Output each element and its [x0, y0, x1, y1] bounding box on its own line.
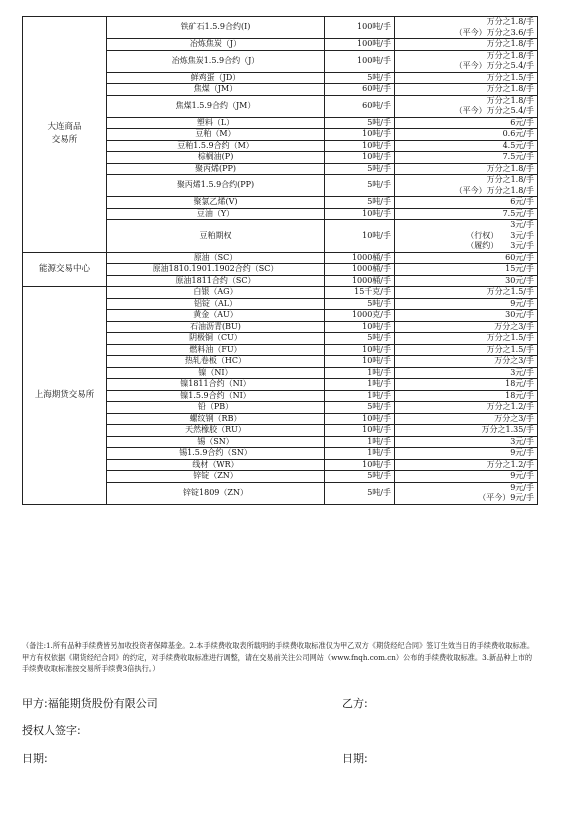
- fee-line: 万分之3/手: [494, 356, 534, 365]
- product-cell: 黄金（AU）: [107, 310, 325, 322]
- fee-line: 0.6元/手: [502, 129, 534, 138]
- fee-cell: [395, 390, 538, 402]
- trading-unit-cell: 100吨/手: [325, 39, 395, 51]
- fee-cell: [395, 482, 538, 504]
- product-cell: 螺纹钢（RB）: [107, 413, 325, 425]
- fee-cell: [395, 402, 538, 414]
- trading-unit-cell: 5吨/手: [325, 175, 395, 197]
- fee-cell: [395, 459, 538, 471]
- fee-cell: [395, 298, 538, 310]
- fee-cell: [395, 39, 538, 51]
- product-cell: 原油（SC）: [107, 252, 325, 264]
- fee-line: 万分之1.5/手: [486, 287, 534, 296]
- fee-line: 万分之3/手: [494, 413, 534, 423]
- product-cell: 鲜鸡蛋（JD）: [107, 72, 325, 84]
- fee-cell: [395, 436, 538, 448]
- exchange-name-cell: 上海期货交易所: [23, 287, 107, 505]
- trading-unit-cell: 10吨/手: [325, 129, 395, 141]
- product-cell: 塑料（L）: [107, 117, 325, 129]
- product-cell: 豆粕（M）: [107, 129, 325, 141]
- fee-line: （平今）万分之5.4/手: [454, 61, 534, 70]
- trading-unit-cell: 1000桶/手: [325, 252, 395, 264]
- fee-line: 4.5元/手: [502, 140, 534, 150]
- product-cell: 镍1811合约（NI）: [107, 379, 325, 391]
- trading-unit-cell: 10吨/手: [325, 140, 395, 152]
- fee-cell: [395, 84, 538, 96]
- fee-cell: [395, 264, 538, 276]
- trading-unit-cell: 10吨/手: [325, 344, 395, 356]
- product-cell: 冶炼焦炭1.5.9合约（J）: [107, 50, 325, 72]
- product-cell: 豆油（Y）: [107, 208, 325, 220]
- fee-line: 万分之1.8/手: [486, 95, 534, 105]
- fee-line: 万分之1.5/手: [486, 333, 534, 342]
- fee-line: 万分之1.2/手: [486, 402, 534, 411]
- trading-unit-cell: 1吨/手: [325, 390, 395, 402]
- trading-unit-cell: 5吨/手: [325, 163, 395, 175]
- fee-line: 3元/手: [510, 436, 534, 446]
- table-row: [23, 287, 538, 299]
- fee-table-body: [23, 17, 538, 505]
- fee-cell: [395, 163, 538, 175]
- fee-line: 万分之1.8/手: [486, 39, 534, 48]
- fee-line: 6元/手: [510, 117, 534, 127]
- product-cell: 锌锭1809（ZN）: [107, 482, 325, 504]
- trading-unit-cell: 1吨/手: [325, 436, 395, 448]
- product-cell: 焦煤1.5.9合约（JM）: [107, 95, 325, 117]
- party-a-label: 甲方:福能期货股份有限公司: [22, 697, 158, 710]
- fee-cell: [395, 471, 538, 483]
- trading-unit-cell: 10吨/手: [325, 208, 395, 220]
- trading-unit-cell: 5吨/手: [325, 197, 395, 209]
- fee-cell: [395, 413, 538, 425]
- date-a-label: 日期:: [22, 752, 48, 765]
- fee-line: 30元/手: [505, 275, 534, 285]
- fee-line: （履约） 3元/手: [466, 241, 534, 250]
- trading-unit-cell: 10吨/手: [325, 321, 395, 333]
- fee-line: 6元/手: [510, 197, 534, 206]
- trading-unit-cell: 5吨/手: [325, 482, 395, 504]
- trading-unit-cell: 5吨/手: [325, 298, 395, 310]
- product-cell: 聚丙烯(PP): [107, 163, 325, 175]
- fee-line: 9元/手: [510, 482, 534, 492]
- product-cell: 白银（AG）: [107, 287, 325, 299]
- fee-cell: [395, 17, 538, 39]
- trading-unit-cell: 100吨/手: [325, 17, 395, 39]
- product-cell: 聚丙烯1.5.9合约(PP): [107, 175, 325, 197]
- fee-line: 30元/手: [505, 310, 534, 319]
- fee-line: 万分之1.8/手: [486, 163, 534, 173]
- trading-unit-cell: 5吨/手: [325, 72, 395, 84]
- trading-unit-cell: 1000桶/手: [325, 275, 395, 287]
- trading-unit-cell: 60吨/手: [325, 95, 395, 117]
- fee-line: （行权） 3元/手: [466, 230, 534, 240]
- trading-unit-cell: 1吨/手: [325, 379, 395, 391]
- fee-cell: [395, 367, 538, 379]
- fee-cell: [395, 275, 538, 287]
- trading-unit-cell: 10吨/手: [325, 152, 395, 164]
- product-cell: 焦煤（JM）: [107, 84, 325, 96]
- fee-line: 15元/手: [505, 264, 534, 273]
- fee-cell: [395, 379, 538, 391]
- fee-cell: [395, 129, 538, 141]
- exchange-name-cell: 大连商品 交易所: [23, 17, 107, 253]
- fee-cell: [395, 208, 538, 220]
- product-cell: 棕榈油(P): [107, 152, 325, 164]
- fee-cell: [395, 448, 538, 460]
- product-cell: 铝锭（AL）: [107, 298, 325, 310]
- product-cell: 天然橡胶（RU）: [107, 425, 325, 437]
- fee-line: 9元/手: [510, 298, 534, 308]
- product-cell: 聚氯乙烯(V): [107, 197, 325, 209]
- fee-line: 7.5元/手: [502, 152, 534, 161]
- fee-table: [22, 16, 538, 505]
- fee-line: 万分之1.5/手: [486, 344, 534, 354]
- fee-line: 万分之1.5/手: [486, 72, 534, 82]
- product-cell: 镍1.5.9合约（NI）: [107, 390, 325, 402]
- fee-line: 9元/手: [510, 448, 534, 457]
- fee-line: 万分之3/手: [494, 321, 534, 331]
- trading-unit-cell: 100吨/手: [325, 50, 395, 72]
- fee-line: 万分之1.8/手: [486, 84, 534, 93]
- product-cell: 阴极铜（CU）: [107, 333, 325, 345]
- fee-cell: [395, 333, 538, 345]
- product-cell: 燃料油（FU）: [107, 344, 325, 356]
- trading-unit-cell: 5吨/手: [325, 117, 395, 129]
- trading-unit-cell: 5吨/手: [325, 333, 395, 345]
- trading-unit-cell: 5吨/手: [325, 471, 395, 483]
- fee-line: 3元/手: [510, 220, 534, 229]
- fee-line: 18元/手: [505, 390, 534, 400]
- product-cell: 铁矿石1.5.9合约(I): [107, 17, 325, 39]
- fee-cell: [395, 321, 538, 333]
- fee-cell: [395, 344, 538, 356]
- product-cell: 锡1.5.9合约（SN）: [107, 448, 325, 460]
- product-cell: 冶炼焦炭（J）: [107, 39, 325, 51]
- fee-cell: [395, 310, 538, 322]
- fee-line: 万分之1.35/手: [481, 425, 534, 434]
- product-cell: 锡（SN）: [107, 436, 325, 448]
- fee-line: 7.5元/手: [502, 208, 534, 218]
- fee-line: 18元/手: [505, 379, 534, 388]
- product-cell: 铅（PB）: [107, 402, 325, 414]
- product-cell: 豆粕1.5.9合约（M）: [107, 140, 325, 152]
- exchange-name-cell: 能源交易中心: [23, 252, 107, 287]
- fee-cell: [395, 50, 538, 72]
- fee-cell: [395, 425, 538, 437]
- trading-unit-cell: 60吨/手: [325, 84, 395, 96]
- fee-line: 60元/手: [505, 252, 534, 262]
- fee-line: （平今）万分之1.8/手: [454, 185, 534, 195]
- fee-cell: [395, 72, 538, 84]
- trading-unit-cell: 1000克/手: [325, 310, 395, 322]
- table-row: [23, 252, 538, 264]
- fee-cell: [395, 152, 538, 164]
- trading-unit-cell: 10吨/手: [325, 425, 395, 437]
- fee-cell: [395, 95, 538, 117]
- trading-unit-cell: 10吨/手: [325, 413, 395, 425]
- trading-unit-cell: 10吨/手: [325, 220, 395, 253]
- table-row: [23, 17, 538, 39]
- fee-cell: [395, 252, 538, 264]
- fee-cell: [395, 117, 538, 129]
- product-cell: 线材（WR）: [107, 459, 325, 471]
- fee-line: 3元/手: [510, 367, 534, 377]
- trading-unit-cell: 5吨/手: [325, 402, 395, 414]
- product-cell: 石油沥青(BU): [107, 321, 325, 333]
- fee-line: （平今）9元/手: [478, 493, 534, 502]
- date-b-label: 日期:: [342, 752, 368, 765]
- product-cell: 原油1811合约（SC）: [107, 275, 325, 287]
- product-cell: 原油1810.1901.1902合约（SC）: [107, 264, 325, 276]
- product-cell: 镍（NI）: [107, 367, 325, 379]
- remarks-note: （备注:1.所有品种手续费皆另加收投资者保障基金。2.本手续费收取表所载明的手续费收取标准仅为甲乙双方《期货经纪合同》签订生效当日的手续费收取标准。甲方有权依据《期货经纪合同》的约定，对手续费收取标准进行调整，请在交易前关注公司网站（www.fnqh.com.cn）公布的手续费收取标准。3.新品种上市的手续费收取标准按交易所手续费3倍执行。）: [22, 641, 535, 673]
- fee-line: 万分之1.2/手: [486, 459, 534, 469]
- fee-line: （平今）万分之3.6/手: [454, 27, 534, 37]
- product-cell: 豆粕期权: [107, 220, 325, 253]
- party-b-label: 乙方:: [342, 697, 368, 710]
- trading-unit-cell: 10吨/手: [325, 459, 395, 471]
- trading-unit-cell: 10吨/手: [325, 356, 395, 368]
- authorized-signature-label: 授权人签字:: [22, 724, 81, 737]
- fee-line: 万分之1.8/手: [486, 175, 534, 184]
- fee-cell: [395, 175, 538, 197]
- fee-cell: [395, 140, 538, 152]
- product-cell: 锌锭（ZN）: [107, 471, 325, 483]
- fee-line: （平今）万分之5.4/手: [454, 106, 534, 115]
- fee-cell: [395, 287, 538, 299]
- fee-line: 9元/手: [510, 471, 534, 480]
- fee-cell: [395, 197, 538, 209]
- fee-cell: [395, 220, 538, 253]
- fee-line: 万分之1.8/手: [486, 17, 534, 26]
- trading-unit-cell: 1吨/手: [325, 367, 395, 379]
- fee-line: 万分之1.8/手: [486, 50, 534, 60]
- trading-unit-cell: 1000桶/手: [325, 264, 395, 276]
- trading-unit-cell: 15千克/手: [325, 287, 395, 299]
- trading-unit-cell: 1吨/手: [325, 448, 395, 460]
- product-cell: 热轧卷板（HC）: [107, 356, 325, 368]
- fee-cell: [395, 356, 538, 368]
